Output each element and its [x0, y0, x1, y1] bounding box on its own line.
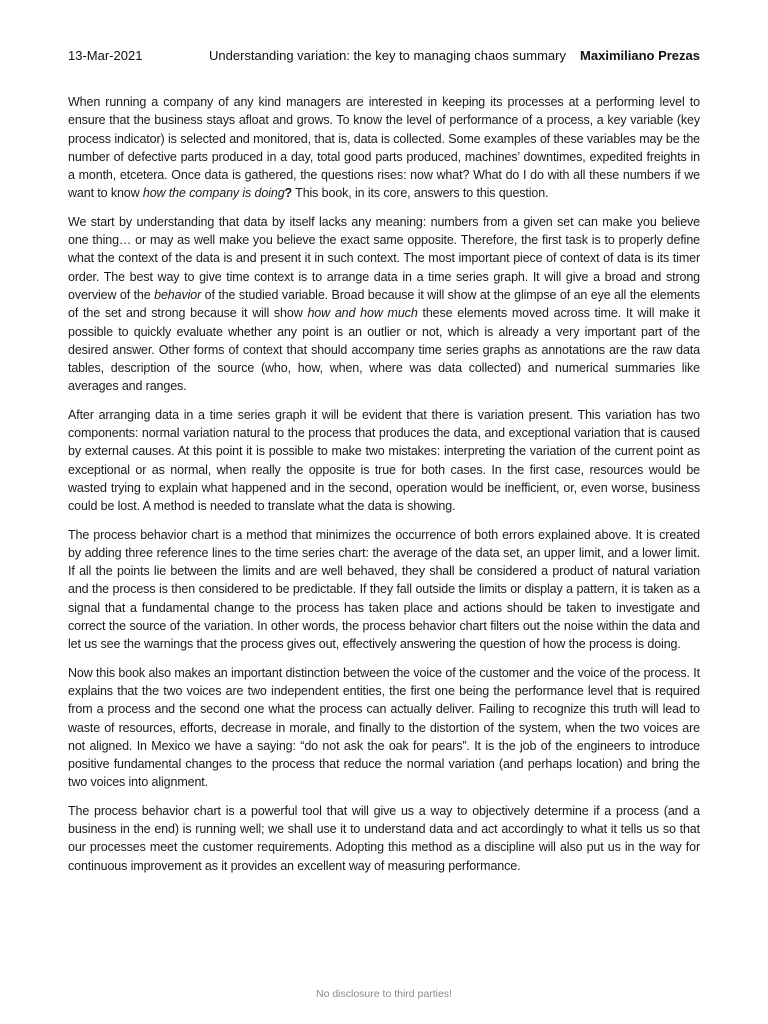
- page-header: [68, 46, 700, 66]
- header-title: Understanding variation: the key to managing chaos summary: [209, 48, 566, 63]
- document-body: [68, 93, 700, 885]
- paragraph-3: After arranging data in a time series graph it will be evident that there is variation present. This variation has two components: normal variation natural to the process that produces the data, and exceptional variation that is caused by external causes. At this point it is possible to make two mistakes: interpreting the variation of the current point as exceptional or as normal, when really the opposite is true for both cases. In the first case, resources would be wasted trying to explain what happened and in the second, operation would be inefficient, or, even worse, business could be lost. A method is needed to translate what the data is showing.: [68, 407, 700, 514]
- paragraph-5: Now this book also makes an important distinction between the voice of the customer and the voice of the process. It explains that the two voices are two independent entities, the first one being the performance level that is required from a process and the second one what the process can actually deliver. Failing to recognize this truth will lead to waste of resources, efforts, decrease in morale, and finally to the distortion of the system, when the two voices are not aligned. In Mexico we have a saying: “do not ask the oak for pears”. It is the job of the engineers to introduce positive fundamental changes to the process that reduce the normal variation (and perhaps location) and bring the two voices into alignment.: [68, 665, 700, 790]
- paragraph-1-emphasis: how the company is doing: [142, 186, 285, 201]
- paragraph-2-emphasis-behavior: behavior: [154, 287, 202, 302]
- paragraph-1-text-a: When running a company of any kind managers are interested in keeping its processes at a performing level to ensure that the business stays afloat and grows. To know the level of performance of a process, a key variable (key process indicator) is selected and monitored, that is, data is collected. Some examples of these variables may be the number of defective parts produced in a day, total good parts produced, machines’ downtimes, expedited freights in a month, etcetera. Once data is gathered, the questions rises: now what? What do I do with all these numbers if we want to know: [68, 95, 700, 201]
- paragraph-2: [68, 213, 700, 396]
- page-footer: [0, 988, 768, 1000]
- header-author: Maximiliano Prezas: [580, 48, 700, 63]
- paragraph-1-text-b: This book, in its core, answers to this question.: [292, 186, 549, 201]
- paragraph-6: The process behavior chart is a powerful tool that will give us a way to objectively determine if a process (and a business in the end) is running well; we shall use it to understand data and act accordingly to what it tells us so that our processes meet the customer requirements. Adopting this method as a discipline will also put us in the way for continuous improvement as it provides an excellent way of measuring performance.: [68, 803, 700, 873]
- paragraph-1-question-mark: ?: [284, 186, 293, 201]
- paragraph-2-text-a: We start by understanding that data by itself lacks any meaning: numbers from a given set can make you believe one thing… or may as well make you believe the exact same opposite. Therefore, the first task is to properly define what the context of the data is and present it in such context. The most important piece of context of data is its timer order. The best way to give time context is to arrange data in a time series graph. It will give a broad and strong overview of the: [68, 214, 700, 302]
- header-date: 13-Mar-2021: [68, 48, 143, 63]
- paragraph-2-emphasis-how: how and how much: [307, 306, 418, 321]
- paragraph-2-text-b: of the studied variable. Broad because it will show at the glimpse of an eye all the elements of the set and strong because it will show: [68, 287, 701, 321]
- paragraph-1: [68, 93, 700, 203]
- paragraph-2-text-c: these elements moved across time. It will make it possible to quickly evaluate whether any point is an outlier or not, which is already a very important part of the desired answer. Other forms of context that should accompany time series graphs as annotations are the raw data tables, description of the source (who, how, when, where was data collected) and numerical summaries like averages and ranges.: [68, 306, 700, 394]
- paragraph-4: The process behavior chart is a method that minimizes the occurrence of both errors explained above. It is created by adding three reference lines to the time series chart: the average of the data set, an upper limit, and a lower limit. If all the points lie between the limits and are well behaved, they shall be considered a product of natural variation and the process is then considered to be predictable. If they fall outside the limits or display a pattern, it is taken as a signal that a fundamental change to the process has taken place and actions should be taken to investigate and correct the source of the variation. In other words, the process behavior chart filters out the noise within the data and let us see the warnings that the process gives out, effectively answering the question of how the process is doing.: [68, 527, 700, 652]
- footer-notice: No disclosure to third parties!: [316, 988, 452, 1000]
